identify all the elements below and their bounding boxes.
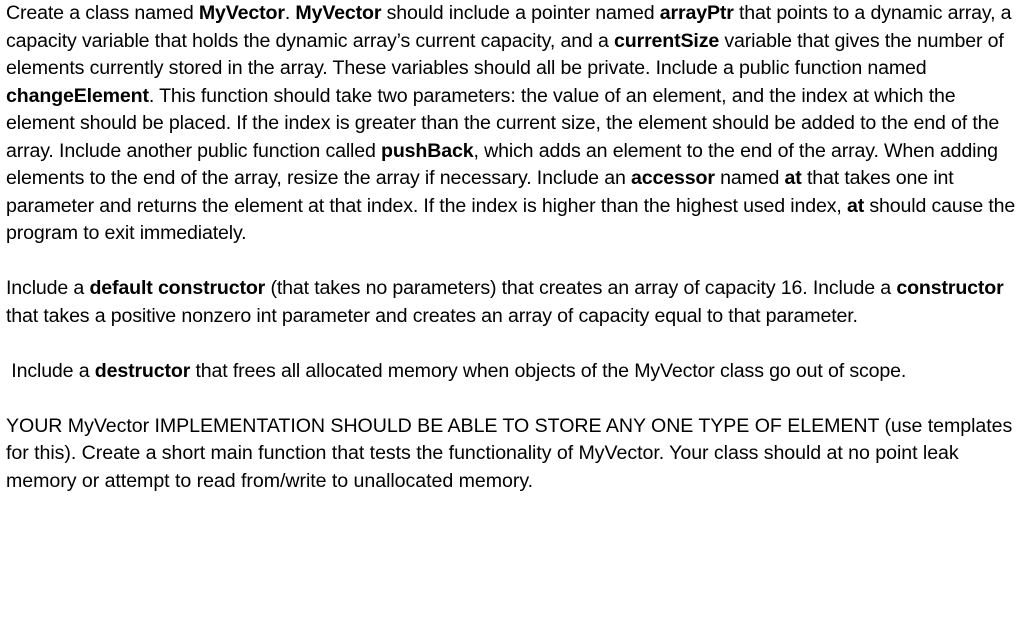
text-segment: that points to a dynamic array, a capacity variable that holds the dynamic array’s current capacity, and a [6, 2, 1012, 52]
bold-term: at [784, 167, 802, 189]
text-segment: named [714, 167, 785, 189]
paragraph-class-requirements [6, 0, 1018, 248]
paragraph-constructors [6, 275, 1018, 330]
text-segment: should include a pointer named [381, 2, 660, 24]
bold-term: arrayPtr [659, 2, 734, 24]
bold-term: currentSize [614, 29, 720, 52]
text-segment: YOUR MyVector IMPLEMENTATION SHOULD BE ABLE TO STORE ANY ONE TYPE OF ELEMENT (use templates for this). Create a short main function that tests the functionality of MyVector. Your class should at no point leak memory or attempt to read from/write to unallocated memory. [6, 414, 1013, 492]
text-segment: . [284, 2, 296, 24]
bold-term: accessor [631, 167, 715, 189]
text-segment: (that takes no parameters) that creates an array of capacity 16. Include a [265, 277, 897, 299]
text-segment: that frees all allocated memory when objects of the MyVector class go out of scope. [190, 359, 907, 382]
text-segment: variable that gives the number of elements currently stored in the array. These variables should all be private. Include a public function named [6, 29, 1004, 79]
text-segment: , which adds an element to the end of the array. When adding elements to the end of the array, resize the array if necessary. Include an [6, 139, 998, 189]
bold-term: destructor [94, 359, 191, 382]
text-segment: that takes one int parameter and returns the element at that index. If the index is higher than the highest used index, [6, 167, 954, 217]
bold-term: changeElement [6, 84, 149, 107]
bold-term: default constructor [89, 277, 266, 299]
bold-term: at [846, 194, 865, 217]
text-segment: Include a [6, 277, 90, 299]
bold-term: MyVector [198, 2, 285, 24]
paragraph-destructor [6, 358, 1018, 386]
paragraph-templates-and-main [6, 413, 1018, 496]
assignment-document [6, 0, 1018, 495]
text-segment: Create a class named [6, 2, 199, 24]
bold-term: pushBack [381, 139, 474, 162]
text-segment: should cause the program to exit immediately. [6, 194, 1016, 244]
bold-term: constructor [896, 277, 1004, 299]
text-segment: . This function should take two parameters: the value of an element, and the index at which the element should be placed. If the index is greater than the current size, the element should be added to the end of the array. Include another public function called [6, 84, 1000, 162]
text-segment: that takes a positive nonzero int parameter and creates an array of capacity equal to that parameter. [6, 304, 858, 327]
bold-term: MyVector [295, 2, 382, 24]
text-segment: Include a [6, 359, 95, 382]
